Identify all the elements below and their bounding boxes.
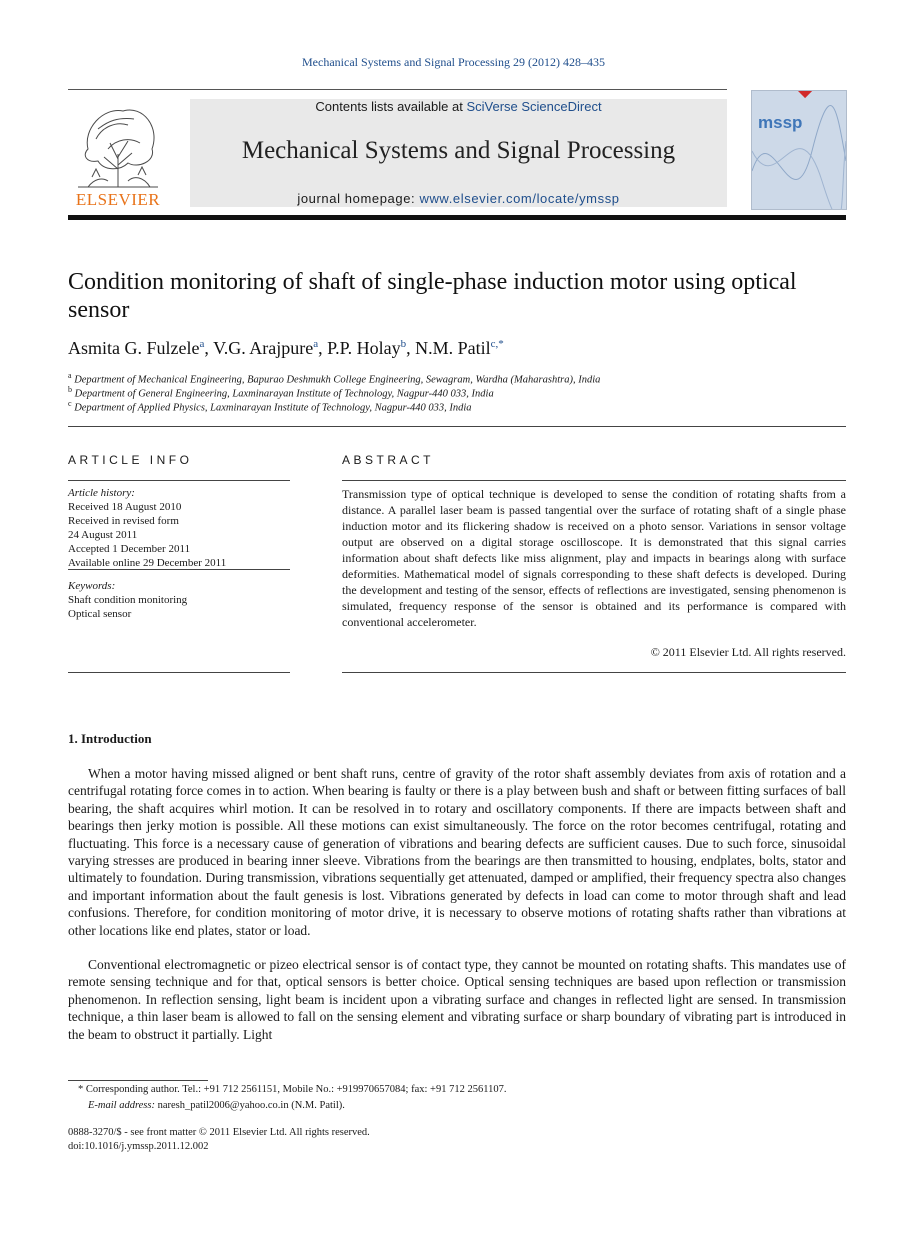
abstract-copyright: © 2011 Elsevier Ltd. All rights reserved. xyxy=(650,645,846,659)
journal-cover-thumbnail[interactable] xyxy=(751,90,847,210)
affiliation-a xyxy=(68,371,848,386)
article-info-rule-bottom xyxy=(68,672,290,673)
author-affiliation-mark[interactable]: a xyxy=(199,338,205,350)
history-entry: Available online 29 December 2011 xyxy=(68,557,227,569)
author-affiliation-mark[interactable]: a xyxy=(313,338,319,350)
homepage-link[interactable]: www.elsevier.com/locate/ymssp xyxy=(419,191,620,206)
footnote-rule xyxy=(68,1080,208,1081)
homepage-prefix: journal homepage: xyxy=(297,191,420,206)
doi-link[interactable]: doi:10.1016/j.ymssp.2011.12.002 xyxy=(68,1141,209,1152)
body-paragraph: Conventional electromagnetic or pizeo electrical sensor is of contact type, they cannot be mounted on rotating shafts. This mandates use of remote sensing technique and for that, optical sensors is better choice. Optical sensing techniques are based upon reflection or transmission phenomenon. In reflection sensing, light beam is incident upon a vibrating surface and changes in reflected light are sensed. In transmission technique, a thin laser beam is allowed to fall on the sensing element and vibrating surface or sharp boundary of vibrating part is introduced in the beam to obstruct it partially. Light xyxy=(68,957,846,1042)
history-entry: Received 18 August 2010 xyxy=(68,501,182,513)
article-info-rule-top xyxy=(68,480,290,481)
corresponding-author-footnote: * Corresponding author. Tel.: +91 712 2561151, Mobile No.: +919970657084; fax: +91 712 2561107. xyxy=(78,1084,507,1095)
elsevier-wordmark: ELSEVIER xyxy=(75,190,161,209)
affiliation-rule xyxy=(68,426,846,427)
affiliation-text: Department of Mechanical Engineering, Bapurao Deshmukh College Engineering, Sewagram, Wardha (Maharashtra), India xyxy=(74,374,601,386)
author-affiliation-mark[interactable]: b xyxy=(400,338,407,350)
author-name[interactable]: Asmita G. Fulzele xyxy=(68,338,200,358)
author-name[interactable]: N.M. Patil xyxy=(415,338,491,358)
email-label: E-mail address: xyxy=(88,1100,155,1111)
affiliation-c xyxy=(68,399,848,414)
affiliation-b xyxy=(68,385,848,400)
contents-line xyxy=(190,99,727,114)
email-address[interactable]: naresh_patil2006@yahoo.co.in (N.M. Patil). xyxy=(154,1100,345,1111)
author-affiliation-mark[interactable]: c,* xyxy=(490,338,504,350)
body-paragraph: When a motor having missed aligned or bent shaft runs, centre of gravity of the rotor shaft assembly deviates from axis of rotation and a centrifugal rotating force comes in to action. When bearing is faulty or there is a play between bush and shaft or between fitting surfaces of ball bearing, the shaft acquires whirl motion. It can be resolved in to rotary and oscillatory components. If there are impacts between shaft and bearings then jerky motion is possible. All these motions can exist simultaneously. The force on the rotor becomes centrifugal, rotating and fluctuating. This force is a necessary cause of generation of vibrations and bearing defects are sufficient causes. Due to such force, sinusoidal varying stresses are produced in bearing inner sleeve. Vibrations from the bearings are then transmitted to housing, endplates, bolts, stator and ultimately to foundation. During transmission, vibrations sequentially get attenuated, damped or amplified, their frequency spectra also changes and important information about the fault genesis is lost. Vibrations generated by defects in load can come to motor through shaft and lead confusions. Therefore, for condition monitoring of motor drive, it is necessary to observe motions of rotating shafts rather than vibrations at other locations like end plates, stator or load. xyxy=(68,766,846,938)
cover-title: mssp xyxy=(758,113,803,132)
section-heading-introduction: 1. Introduction xyxy=(68,731,152,746)
keywords-label: Keywords: xyxy=(68,580,116,592)
header-rule-top xyxy=(68,89,727,90)
keyword-item[interactable]: Shaft condition monitoring xyxy=(68,594,188,606)
affiliation-mark: a xyxy=(68,371,72,380)
history-entry: Accepted 1 December 2011 xyxy=(68,543,191,555)
author-list: Asmita G. Fulzele$^a$, V.G. Arajpure$^a$, P.P. Holay$^b$, N.M. Patil$^{c,*}$ xyxy=(68,338,504,358)
affiliation-text: Department of General Engineering, Laxminarayan Institute of Technology, Nagpur-440 033, India xyxy=(74,388,494,400)
abstract-heading: ABSTRACT xyxy=(342,453,435,467)
affiliation-mark: b xyxy=(68,385,72,394)
history-entry: Received in revised form xyxy=(68,515,179,527)
cover-waveform-graphic xyxy=(752,91,846,209)
history-entry: 24 August 2011 xyxy=(68,529,138,541)
header-rule-bottom xyxy=(68,215,846,220)
abstract-rule-bottom xyxy=(342,672,846,673)
homepage-line xyxy=(190,191,727,206)
contents-prefix: Contents lists available at xyxy=(315,99,467,114)
abstract-rule-top xyxy=(342,480,846,481)
author-name[interactable]: P.P. Holay xyxy=(327,338,401,358)
article-info-rule-mid xyxy=(68,569,290,570)
history-label: Article history: xyxy=(68,487,135,499)
article-title: Condition monitoring of shaft of single-phase induction motor using optical sensor xyxy=(68,269,797,323)
journal-title: Mechanical Systems and Signal Processing xyxy=(241,137,676,164)
journal-reference[interactable]: Mechanical Systems and Signal Processing 29 (2012) 428–435 xyxy=(302,55,605,69)
issn-line: 0888-3270/$ - see front matter © 2011 Elsevier Ltd. All rights reserved. xyxy=(68,1127,370,1138)
abstract-text: Transmission type of optical technique is developed to sense the condition of rotating shafts from a distance. A parallel laser beam is passed tangential over the surface of rotating shaft of a single phase induction motor and its flickering shadow is received on a photo sensor. Variations in sensor voltage output are observed on a digital storage oscilloscope. It is demonstrated that this signal carries information about shaft defects like miss alignment, play and impacts in bearings along with surface deformities. Mathematical model of signals corresponding to these shaft defects is developed. During the development and testing of the sensor, effects of reflections are investigated, sensing phenomenon is simulated, frequency response of the sensor is obtained and its performance is compared with conventional accelerometer. xyxy=(342,487,846,629)
author-name[interactable]: V.G. Arajpure xyxy=(213,338,314,358)
affiliation-text: Department of Applied Physics, Laxminarayan Institute of Technology, Nagpur-440 033, India xyxy=(74,402,472,414)
article-info-heading: ARTICLE INFO xyxy=(68,453,193,467)
sciencedirect-link[interactable]: SciVerse ScienceDirect xyxy=(466,99,602,114)
email-footnote xyxy=(88,1100,345,1111)
affiliation-mark: c xyxy=(68,399,72,408)
keyword-item[interactable]: Optical sensor xyxy=(68,608,132,620)
